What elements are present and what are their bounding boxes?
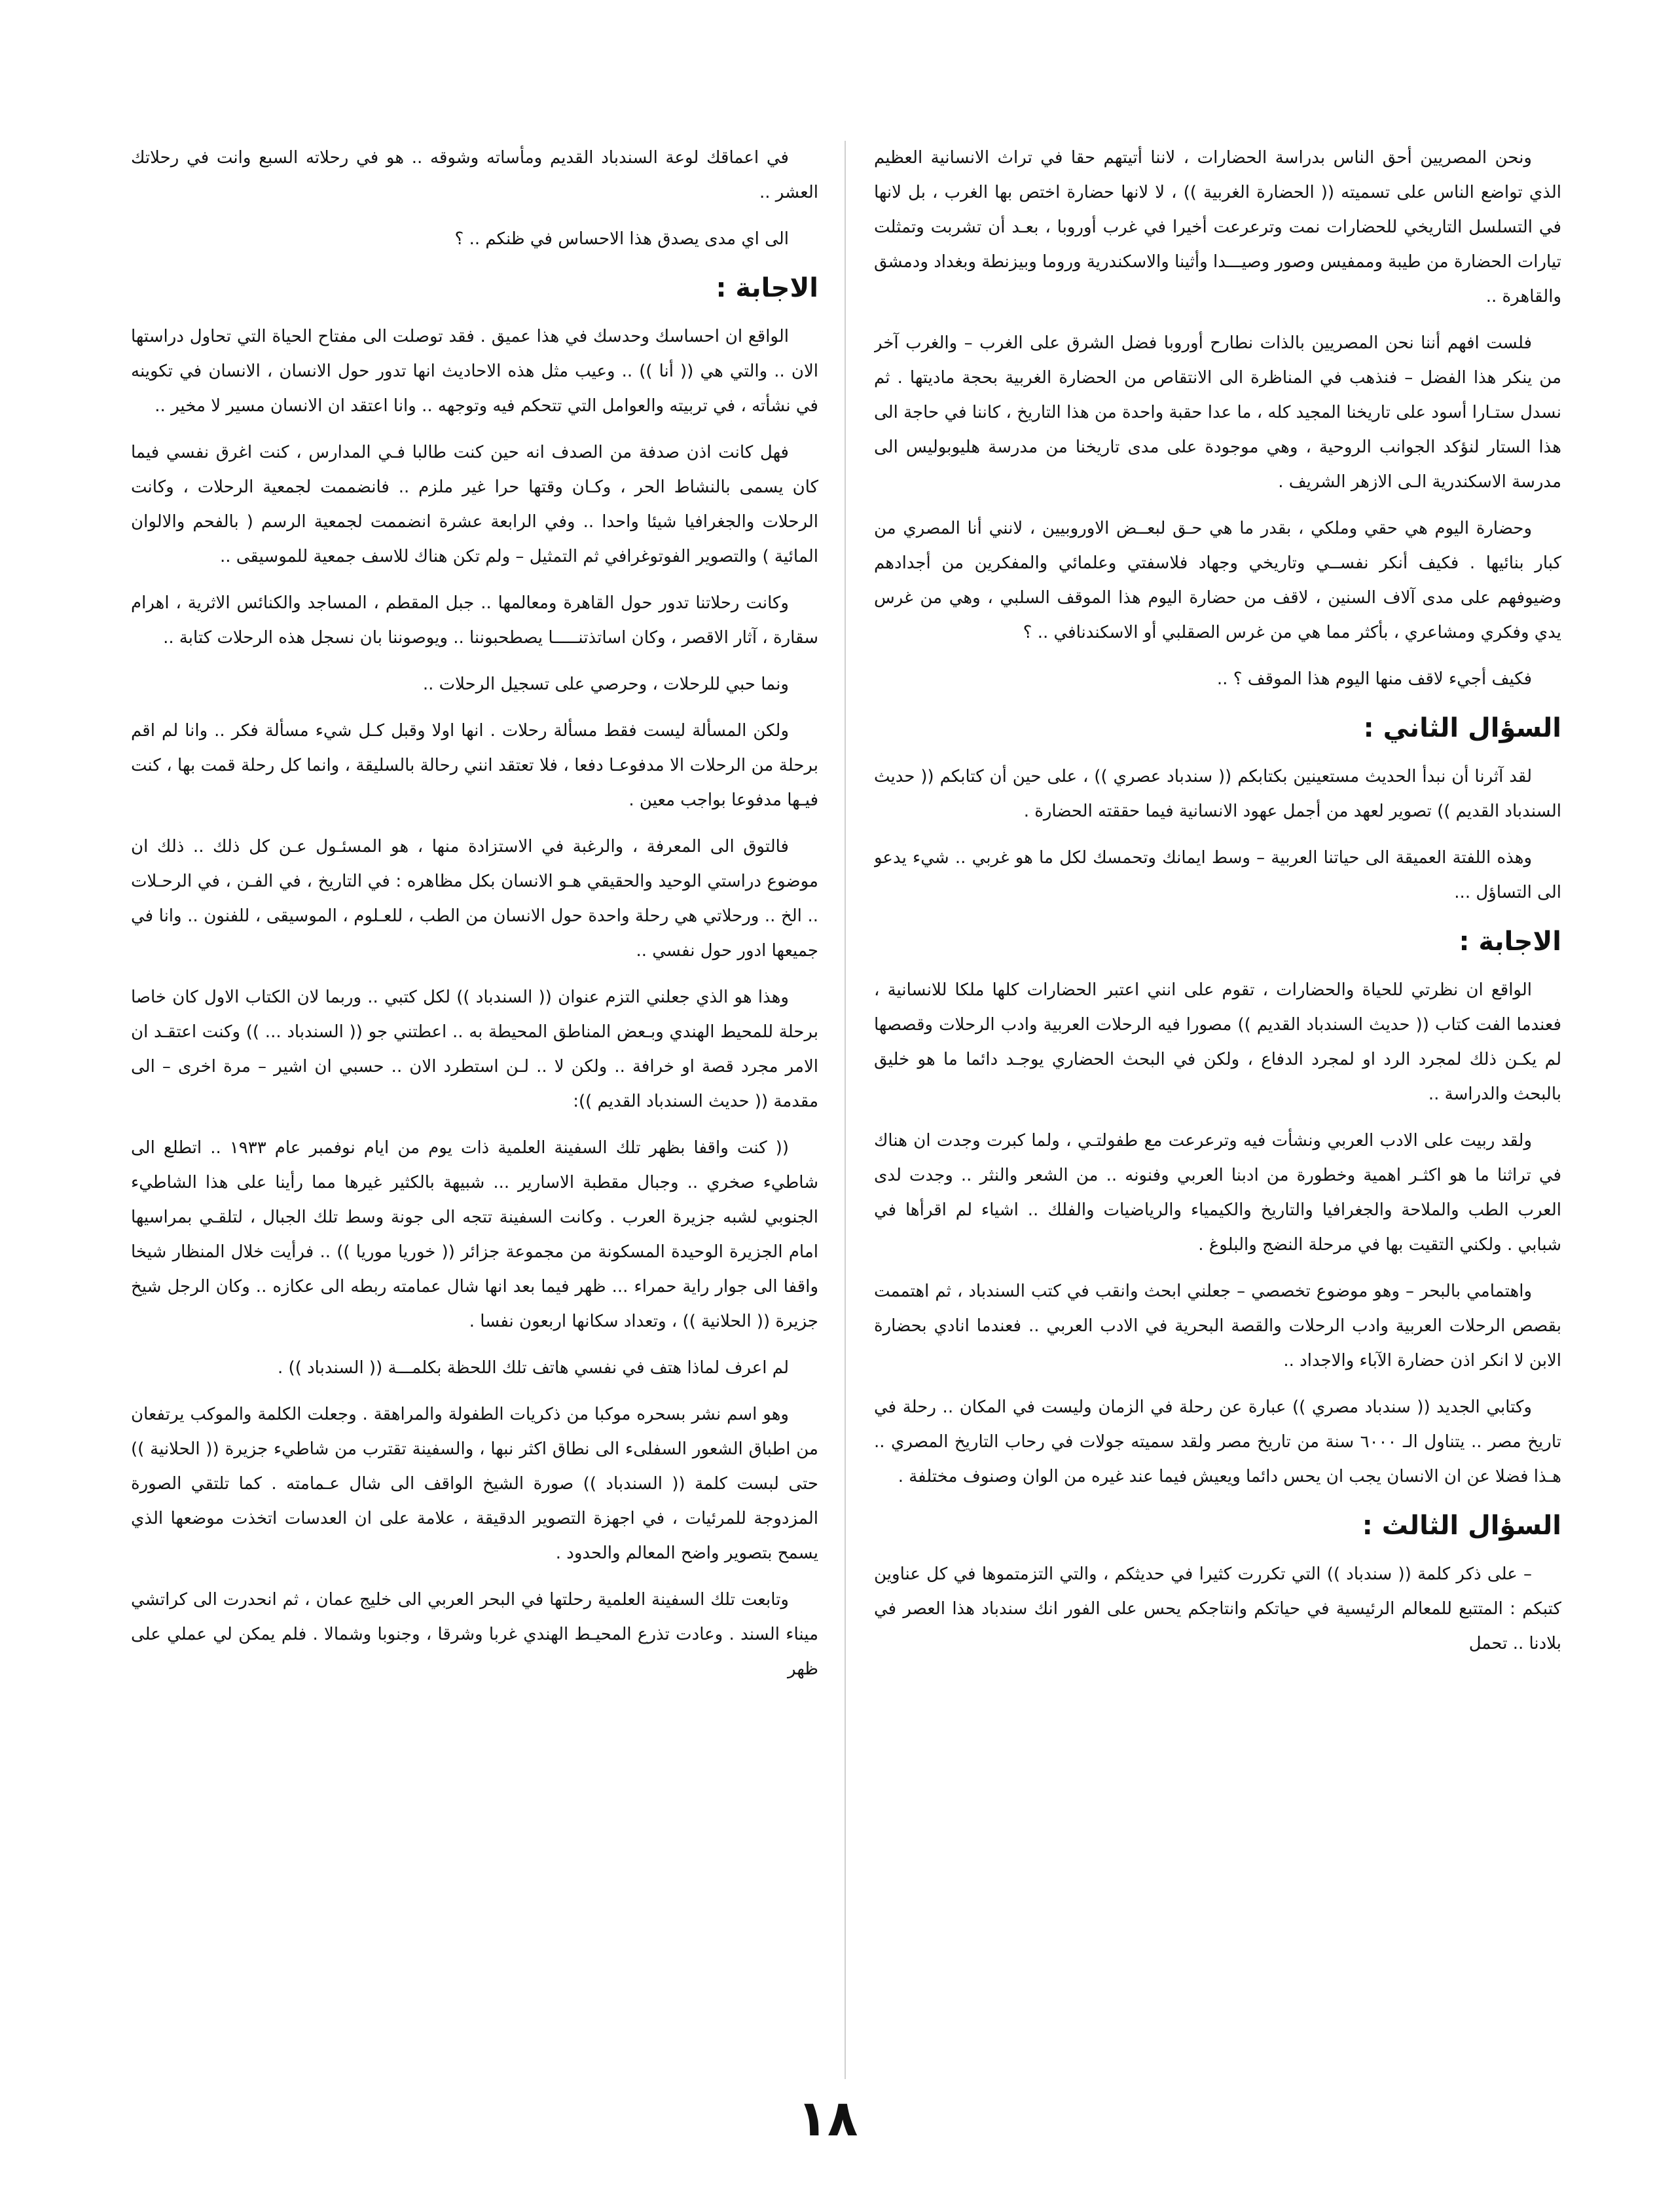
- paragraph: فالتوق الى المعرفة ، والرغبة في الاستزادة منها ، هو المسئـول عـن كل ذلك .. ذلك ان موضوع دراستي الوحيد والحقيقي هـو الانسان بكل مظاهره : في التاريخ ، في الفـن ، في الرحـلات .. الخ .. ورحلاتي هي رحلة واحدة حول الانسان من الطب ، للعـلوم ، الموسيقى ، للفنون .. وانا في جميعها ادور حول نفسي ..: [131, 837, 818, 961]
- paragraph: واهتمامي بالبحر – وهو موضوع تخصصي – جعلني ابحث وانقب في كتب السندباد ، ثم اهتممت بقصص الرحلات العربية وادب الرحلات والقصة البحرية في الادب العربي .. فعندما انادي بحضارة الابن لا انكر اذن حضارة الآباء والاجداد ..: [874, 1281, 1561, 1371]
- page-number: ١٨: [797, 2089, 858, 2147]
- paragraph: في اعماقك لوعة السندباد القديم ومأساته وشوقه .. هو في رحلاته السبع وانت في رحلاتك العشر ..: [131, 148, 818, 202]
- column-divider: [845, 141, 846, 2079]
- paragraph: لقد آثرنا أن نبدأ الحديث مستعينين بكتابكم (( سندباد عصري )) ، على حين أن كتابكم (( حديث السندباد القديم )) تصوير لعهد من أجمل عهود الانسانية فيما حققته الحضارة .: [874, 767, 1561, 821]
- paragraph: وهذه اللفتة العميقة الى حياتنا العربية – وسط ايمانك وتحمسك لكل ما هو غربي .. شيء يدعو الى التساؤل ...: [874, 848, 1561, 902]
- right-column: [874, 141, 1561, 2079]
- paragraph: وحضارة اليوم هي حقي وملكي ، بقدر ما هي حـق لبعــض الاوروبيين ، لانني أنا المصري من كبار بنائيها . فكيف أنكر نفســي وتاريخي وجهاد فلاسفتي وعلمائي والمفكرين من أجدادهم وضيوفهم على مدى آلاف السنين ، لاقف من حضارة اليوم هذا الموقف السلبي ، وهي من غرس يدي وفكري ومشاعري ، بأكثر مما هي من غرس الصقلبي أو الاسكندنافي .. ؟: [874, 519, 1561, 642]
- paragraph: الواقع ان احساسك وحدسك في هذا عميق . فقد توصلت الى مفتاح الحياة التي تحاول دراستها الان .. والتي هي (( أنا )) .. وعيب مثل هذه الاحاديث انها تدور حول الانسان ، الانسان في تكوينه في نشأته ، في تربيته والعوامل التي تتحكم فيه وتوجهه .. وانا اعتقد ان الانسان مسير لا مخير ..: [131, 327, 818, 416]
- paragraph: ونحن المصريين أحق الناس بدراسة الحضارات ، لاننا أتيتهم حقا في تراث الانسانية العظيم الذي تواضع الناس على تسميته (( الحضارة الغربية )) ، لا لانها حضارة اختص بها الغرب ، بل لانها في التسلسل التاريخي للحضارات نمت وترعرعت أخيرا في غرب أوروبا ، بعـد أن تشربت وتمثلت تيارات الحضارة من طيبة وممفيس وصور وصيـــدا وأثينا والاسكندرية وروما وبيزنطة وبغداد ودمشق والقاهرة ..: [874, 148, 1561, 306]
- paragraph: وكتابي الجديد (( سندباد مصري )) عبارة عن رحلة في الزمان وليست في المكان .. رحلة في تاريخ مصر .. يتناول الـ ٦٠٠٠ سنة من تاريخ مصر ولقد سميته جولات في رحاب التاريخ المصري .. هـذا فضلا عن ان الانسان يجب ان يحس دائما ويعيش فيما عند غيره من الوان وصنوف مختلفة .: [874, 1397, 1561, 1486]
- paragraph: فهل كانت اذن صدفة من الصدف انه حين كنت طالبا فـي المدارس ، كنت اغرق نفسي فيما كان يسمى بالنشاط الحر ، وكـان وقتها حرا غير ملزم .. فانضممت لجمعية الرحلات ، وكانت الرحلات والجغرافيا شيئا واحدا .. وفي الرابعة عشرة انضممت لجمعية الرسم ( بالفحم والالوان المائية ) والتصوير الفوتوغرافي ثم التمثيل – ولم تكن هناك للاسف جمعية للموسيقى ..: [131, 443, 818, 566]
- paragraph: (( كنت واقفا بظهر تلك السفينة العلمية ذات يوم من ايام نوفمبر عام ١٩٣٣ .. اتطلع الى شاطيء صخري .. وجبال مقطبة الاسارير ... شبيهة بالكثير غيرها مما رأينا على هذا الشاطيء الجنوبي لشبه جزيرة العرب . وكانت السفينة تتجه الى جونة وسط تلك الجبال ، لتلقـي بمراسيها امام الجزيرة الوحيدة المسكونة من مجموعة جزائر (( خوريا موريا )) .. فرأيت خلال المنظار شيخا واقفا الى جوار راية حمراء ... ظهر فيما بعد انها شال عمامته ربطه الى عكازه .. وكان الرجل شيخ جزيرة (( الحلانية )) ، وتعداد سكانها اربعون نفسا .: [131, 1138, 818, 1331]
- paragraph: ونما حبي للرحلات ، وحرصي على تسجيل الرحلات ..: [422, 674, 789, 694]
- paragraph: الواقع ان نظرتي للحياة والحضارات ، تقوم على انني اعتبر الحضارات كلها ملكا للانسانية ، فعندما الفت كتاب (( حديث السندباد القديم )) مصورا فيه الرحلات العربية وادب الرحلات وقصصها لم يكـن ذلك لمجرد الرد او لمجرد الدفاع ، ولكن في البحث الحضاري يوجـد دائما ما هو خليق بالبحث والدراسة ..: [874, 980, 1561, 1104]
- left-column: [131, 141, 818, 2079]
- paragraph: لم اعرف لماذا هتف في نفسي هاتف تلك اللحظة بكلمـــة (( السندباد )) .: [278, 1358, 789, 1378]
- paragraph: ولكن المسألة ليست فقط مسألة رحلات . انها اولا وقبل كـل شيء مسألة فكر .. وانا لم اقم برحلة من الرحلات الا مدفوعـا دفعا ، فلا تعتقد انني رحالة بالسليقة ، وانما كل رحلة قمت بها ، كنت فيـها مدفوعا بواجب معين .: [131, 721, 818, 810]
- section-heading: الاجابة :: [716, 273, 818, 303]
- paragraph: وكانت رحلاتنا تدور حول القاهرة ومعالمها .. جبل المقطم ، المساجد والكنائس الاثرية ، اهرام سقارة ، آثار الاقصر ، وكان اساتذتنـــــا يصطحبوننا .. ويوصوننا بان نسجل هذه الرحلات كتابة ..: [131, 593, 818, 648]
- paragraph: وتابعت تلك السفينة العلمية رحلتها في البحر العربي الى خليج عمان ، ثم انحدرت الى كراتشي ميناء السند . وعادت تذرع المحيـط الهندي غربا وشرقا ، وجنوبا وشمالا . فلم يمكن لي عملي على ظهر: [131, 1590, 818, 1679]
- section-heading: السؤال الثالث :: [1362, 1511, 1561, 1541]
- paragraph: الى اي مدى يصدق هذا الاحساس في ظنكم .. ؟: [454, 229, 789, 249]
- section-heading: الاجابة :: [1459, 927, 1561, 957]
- paragraph: ولقد ربيت على الادب العربي ونشأت فيه وترعرعت مع طفولتـي ، ولما كبرت وجدت ان هناك في تراثنا ما هو اكثـر اهمية وخطورة من ادبنا العربي وفنونه .. من الشعر والنثر .. وجدت لدى العرب الطب والملاحة والجغرافيا والتاريخ والكيمياء والرياضيات والفلك .. اشياء لم اقرأها في شبابي . ولكني التقيت بها في مرحلة النضج والبلوغ .: [874, 1131, 1561, 1255]
- paragraph: فكيف أجيء لاقف منها اليوم هذا الموقف ؟ ..: [1216, 669, 1532, 689]
- paragraph: وهو اسم نشر بسحره موكبا من ذكريات الطفولة والمراهقة . وجعلت الكلمة والموكب يرتفعان من اطباق الشعور السفلىء الى نطاق اكثر نبها ، والسفينة تقترب من شاطيء جزيرة (( الحلانية )) حتى لبست كلمة (( السندباد )) صورة الشيخ الواقف الى شال عـمامته . كما تلتقي الصورة المزدوجة للمرئيات ، في اجهزة التصوير الدقيقة ، علامة على ان العدسات اتخذت موضعها الذي يسمح بتصوير واضح المعالم والحدود .: [131, 1405, 818, 1563]
- section-heading: السؤال الثاني :: [1363, 713, 1561, 743]
- paragraph: – على ذكر كلمة (( سندباد )) التي تكررت كثيرا في حديثكم ، والتي التزمتموها في كل عناوين كتبكم : المتتبع للمعالم الرئيسية في حياتكم وانتاجكم يحس على الفور انك سندباد هذا العصر في بلادنا .. تحمل: [874, 1564, 1561, 1653]
- paragraph: فلست افهم أننا نحن المصريين بالذات نطارح أوروبا فضل الشرق على الغرب – والغرب آخر من ينكر هذا الفضل – فنذهب في المناظرة الى الانتقاص من الحضارة الغربية بحجة ماديتها . ثم نسدل ستـارا أسود على تاريخنا المجيد كله ، ما عدا حقبة واحدة من هذا التاريخ ، كاننا في حاجة الى هذا الستار لنؤكد الجوانب الروحية ، وهي موجودة على مدى تاريخنا من مدرسة هليوبوليس الى مدرسة الاسكندرية الـى الازهر الشريف .: [874, 333, 1561, 492]
- paragraph: وهذا هو الذي جعلني التزم عنوان (( السندباد )) لكل كتبي .. وربما لان الكتاب الاول كان خاصا برحلة للمحيط الهندي وبـعض المناطق المحيطة به .. اعطتني جو (( السندباد ... )) وكنت اعتقـد ان الامر مجرد قصة او خرافة .. ولكن لا .. لـن استطرد الان .. حسبي ان اشير – مرة اخرى – الى مقدمة (( حديث السندباد القديم )):: [131, 987, 818, 1111]
